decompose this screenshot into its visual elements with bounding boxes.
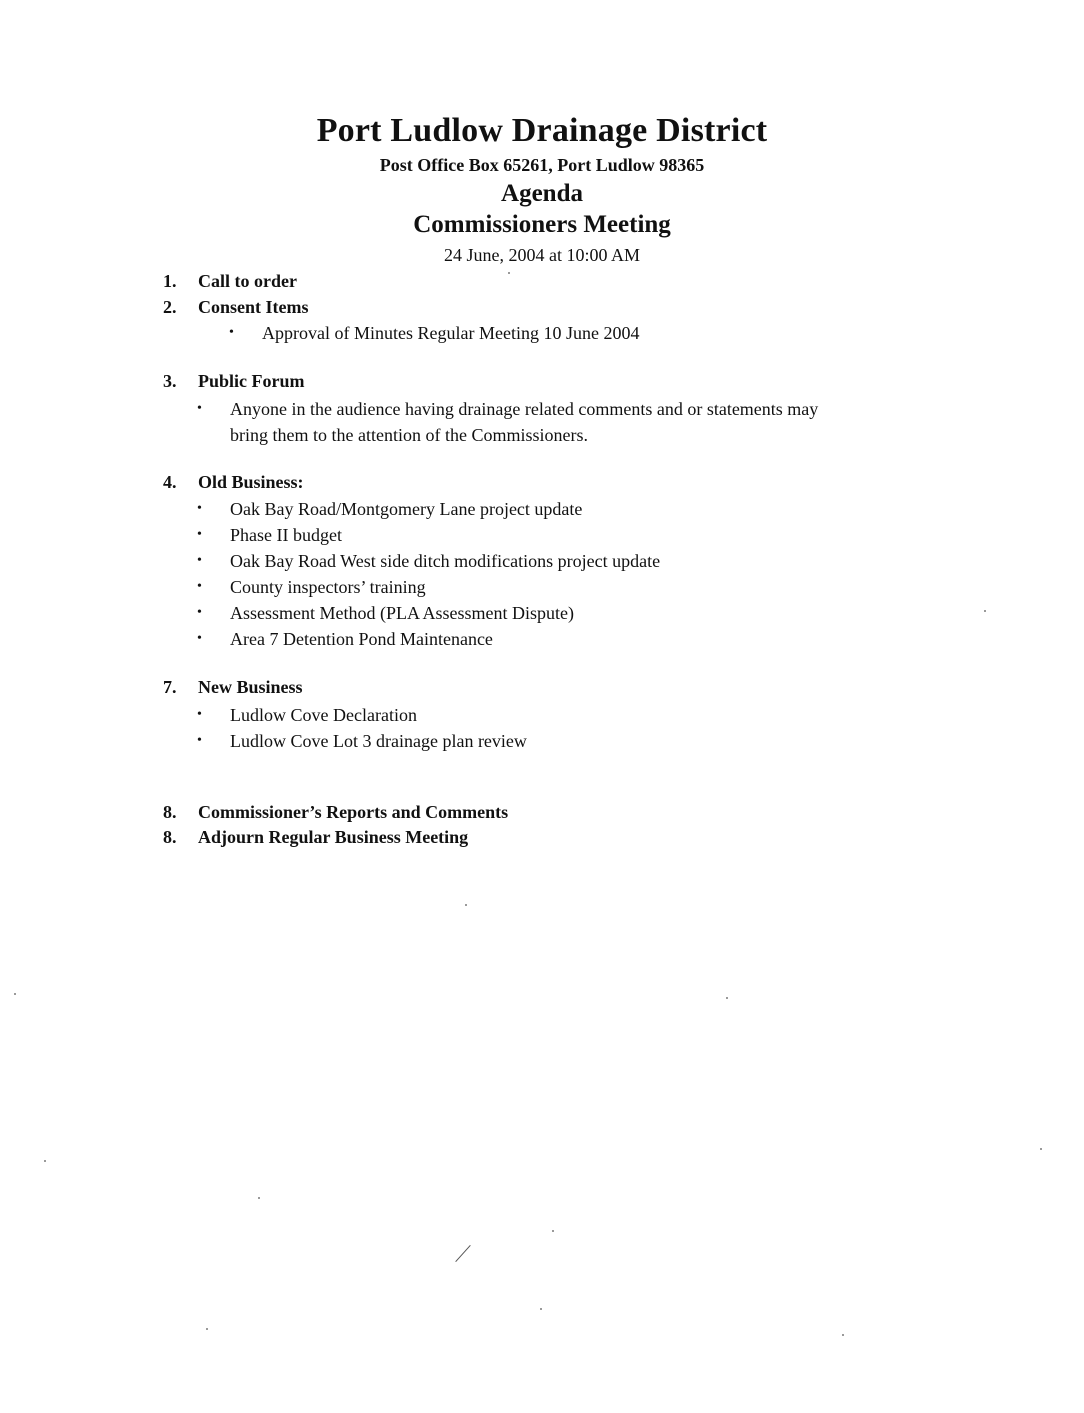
list-item [197,548,661,574]
bullet-marker: • [197,527,202,542]
list-item-text: Oak Bay Road West side ditch modifications project update [230,551,661,571]
list-item [197,574,426,600]
scan-speck [1040,1148,1042,1150]
list-item-text: Ludlow Cove Lot 3 drainage plan review [230,731,527,751]
list-item-text: bring them to the attention of the Commissioners. [230,425,588,445]
section-heading: Call to order [198,271,297,291]
bullet-marker: • [197,501,202,516]
section-heading: Old Business: [198,472,304,492]
list-item-text: Approval of Minutes Regular Meeting 10 June 2004 [262,323,640,343]
bullet-marker: • [229,325,234,340]
scan-speck [44,1160,46,1162]
list-item-text: Assessment Method (PLA Assessment Dispute) [230,603,574,623]
scan-speck [552,1230,554,1232]
section-number: 1. [163,271,177,291]
scan-speck [14,993,16,995]
scan-speck [984,610,986,612]
section-number: 3. [163,371,177,391]
section-heading: New Business [198,677,303,697]
bullet-marker: • [197,401,202,416]
bullet-marker: • [197,605,202,620]
list-item [197,728,527,754]
bullet-marker: • [197,707,202,722]
section-old-business [163,472,304,493]
scan-speck [258,1197,260,1199]
scan-stroke-mark [455,1245,470,1262]
district-title: Port Ludlow Drainage District [316,112,768,149]
list-item-text: Phase II budget [230,525,342,545]
list-item [197,522,342,548]
scan-speck [508,272,510,274]
bullet-marker: • [197,553,202,568]
scan-speck [842,1334,844,1336]
scan-speck [540,1308,542,1310]
list-item-text: County inspectors’ training [230,577,426,597]
section-number: 7. [163,677,177,697]
list-item-text: Oak Bay Road/Montgomery Lane project update [230,499,583,519]
section-commissioner-reports [163,802,508,823]
section-number: 4. [163,472,177,492]
list-item [197,626,493,652]
scan-speck [206,1328,208,1330]
section-heading: Adjourn Regular Business Meeting [198,827,469,847]
list-item [197,496,583,522]
list-item-text: Anyone in the audience having drainage related comments and or statements may [230,399,819,419]
section-heading: Consent Items [198,297,309,317]
section-number: 8. [163,802,177,822]
list-item [197,396,819,422]
list-item-text: Area 7 Detention Pond Maintenance [230,629,493,649]
list-item [197,600,574,626]
section-new-business [163,677,303,698]
meeting-date-time: 24 June, 2004 at 10:00 AM [444,245,640,265]
bullet-marker: • [197,733,202,748]
section-number: 8. [163,827,177,847]
list-item-continuation [230,422,588,448]
bullet-marker: • [197,631,202,646]
list-item [197,702,417,728]
scan-speck [726,997,728,999]
section-consent-items [163,297,309,318]
section-heading: Public Forum [198,371,305,391]
district-address: Post Office Box 65261, Port Ludlow 98365 [379,155,705,175]
meeting-name-heading: Commissioners Meeting [413,211,671,238]
section-call-to-order [163,271,297,292]
scan-speck [465,904,467,906]
document-type-heading: Agenda [501,180,583,207]
list-item [229,320,640,346]
list-item-text: Ludlow Cove Declaration [230,705,417,725]
section-public-forum [163,371,305,392]
bullet-marker: • [197,579,202,594]
section-heading: Commissioner’s Reports and Comments [198,802,509,822]
section-number: 2. [163,297,177,317]
section-adjourn [163,827,468,848]
